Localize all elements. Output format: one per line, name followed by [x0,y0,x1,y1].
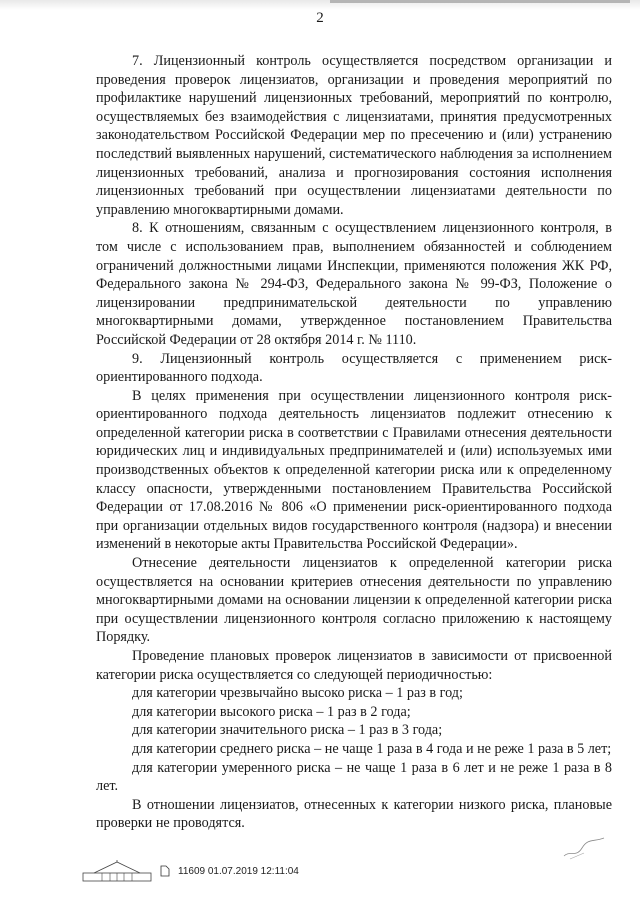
frequency-list [96,684,612,796]
list-item: для категории высокого риска – 1 раз в 2 года; [132,703,411,720]
registration-stamp: 11609 01.07.2019 12:11:04 [178,865,299,877]
paragraph-7: 7. Лицензионный контроль осуществляется посредством организации и проведения проверок лицензиатов, организации и проведения мероприятий по профилактике нарушений лицензионных требований, мероприятий по контролю, осуществляемых без взаимодействия с лицензиатами, принятия предусмотренных законодательством Российской Федерации мер по пресечению и (или) устранению последствий выявленных нарушений, систематического наблюдения за исполнением лицензионных требований, анализа и прогнозирования состояния исполнения лицензионных требований при осуществлении лицензиатами деятельности по управлению многоквартирными домами. [96,53,612,218]
building-stamp-icon [82,859,152,883]
signature-icon [560,832,608,862]
scan-top-edge [0,0,640,10]
paragraph-inspection-frequency: Проведение плановых проверок лицензиатов в зависимости от присвоенной категории риска осуществляется со следующей периодичностью: [96,648,612,683]
paragraph-risk-approach: В целях применения при осуществлении лицензионного контроля риск-ориентированного подхода деятельность лицензиатов подлежит отнесению к определенной категории риска в соответствии с Правилами отнесения деятельности юридических лиц и индивидуальных предпринимателей и (или) используемых ими производственных объектов к определенной категории риска или к определенному классу опасности, утвержденными постановлением Правительства Российской Федерации от 17.08.2016 № 806 «О применении риск-ориентированного подхода при организации отдельных видов государственного контроля (надзора) и внесении изменений в некоторые акты Правительства Российской Федерации». [96,387,612,553]
paragraph-risk-criteria: Отнесение деятельности лицензиатов к определенной категории риска осуществляется на основании критериев отнесения деятельности по управлению многоквартирными домами на основании лицензии к определенной категории риска при осуществлении лицензионного контроля согласно приложению к настоящему Порядку. [96,555,612,646]
document-body [96,52,612,833]
paragraph-9: 9. Лицензионный контроль осуществляется с применением риск-ориентированного подхода. [96,350,612,386]
list-item: для категории среднего риска – не чаще 1 раза в 4 года и не реже 1 раза в 5 лет; [132,740,612,757]
list-item: для категории чрезвычайно высоко риска – 1 раз в год; [132,685,463,702]
list-item: для категории значительного риска – 1 раз в 3 года; [132,722,443,739]
list-item: для категории умеренного риска – не чаще 1 раза в 6 лет и не реже 1 раза в 8 лет. [96,759,612,795]
paragraph-8: 8. К отношениям, связанным с осуществлением лицензионного контроля, в том числе с использованием прав, выполнением обязанностей и соблюдением ограничений должностными лицами Инспекции, применяются положения ЖК РФ, Федерального закона № 294-ФЗ, Федерального закона № 99-ФЗ, Положение о лицензировании предпринимательской деятельности по управлению многоквартирными домами, утвержденное постановлением Правительства Российской Федерации от 28 октября 2014 г. № 1110. [96,220,612,348]
page-number: 2 [316,10,324,26]
paragraph-low-risk: В отношении лицензиатов, отнесенных к категории низкого риска, плановые проверки не проводятся. [96,796,612,832]
registration-footer [82,857,299,885]
document-icon [160,865,170,877]
